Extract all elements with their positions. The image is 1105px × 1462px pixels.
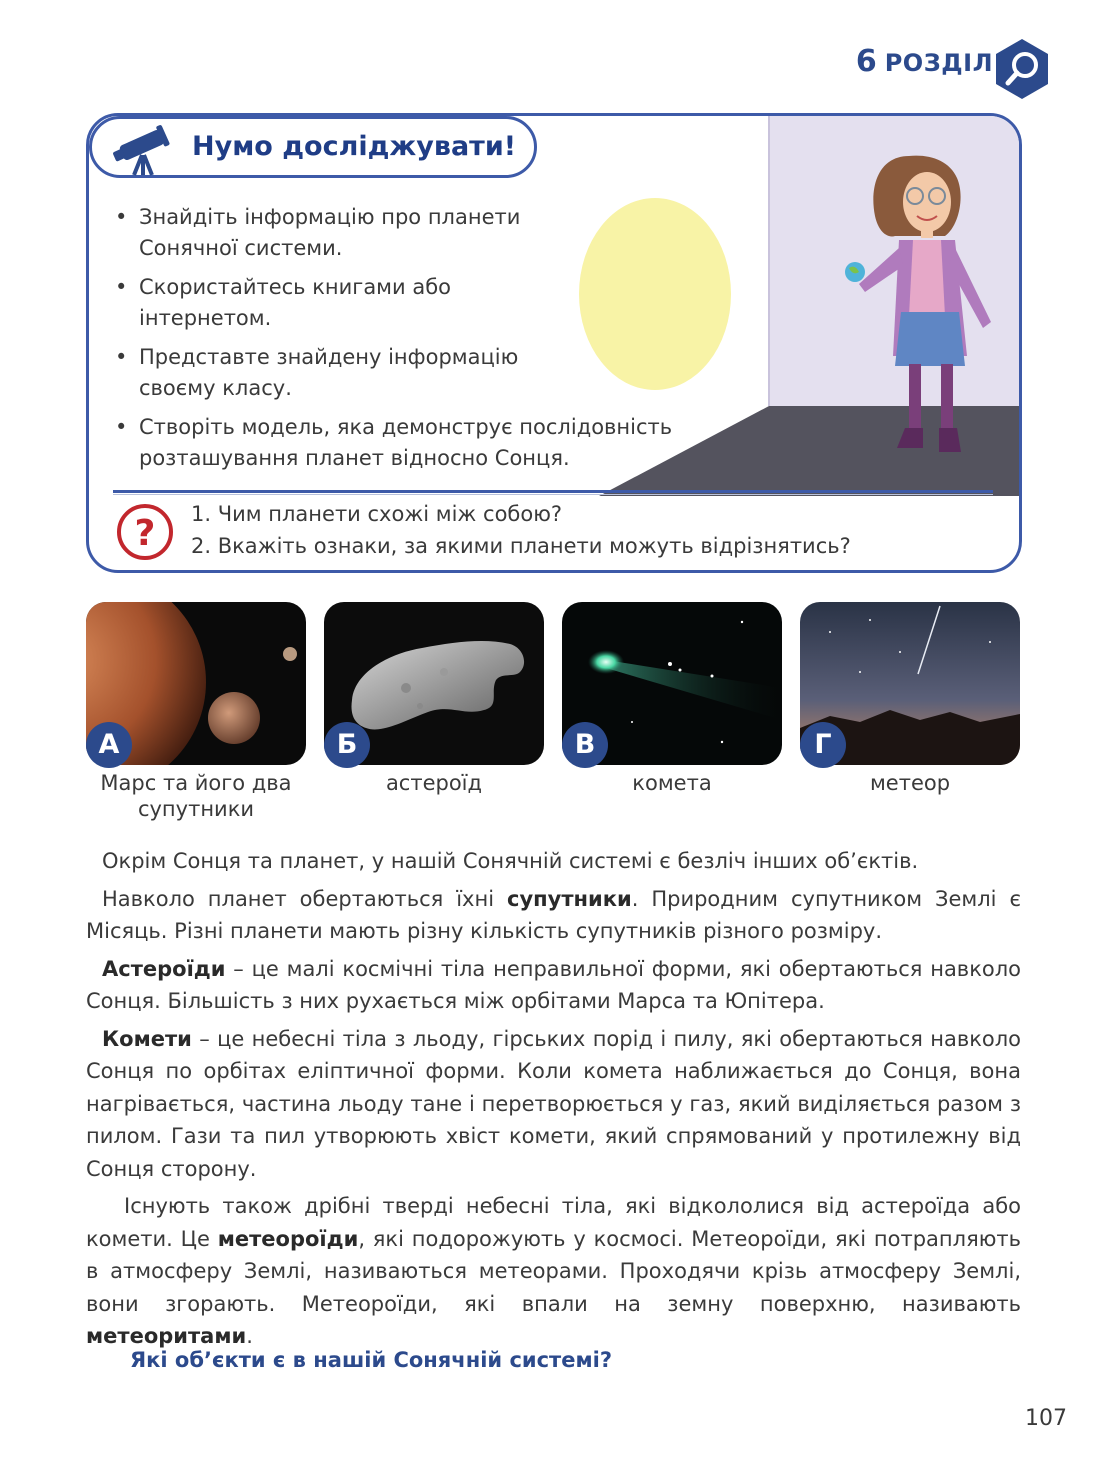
paragraph: Окрім Сонця та планет, у нашій Сонячній системі є безліч інших об’єктів.: [102, 849, 919, 873]
task-list: [113, 202, 713, 482]
question-item: 2. Вкажіть ознаки, за якими планети можуть відрізнятись?: [191, 534, 851, 558]
body-text: [86, 845, 1021, 1358]
explore-title: Нумо досліджувати!: [192, 131, 517, 162]
task-item: • Створіть модель, яка демонструє послідовність розташування планет відносно Сонця.: [113, 412, 713, 474]
photo-caption: астероїд: [385, 771, 483, 795]
letter-badge: Г: [800, 722, 846, 768]
task-item: • Знайдіть інформацію про планети Сонячної системи.: [113, 202, 713, 264]
letter-badge: А: [86, 722, 132, 768]
explore-box: [86, 113, 1022, 573]
term-asteroids: Астероїди: [102, 956, 226, 981]
paragraph: Навколо планет обертаються їхні супутники. Природним супутником Землі є Місяць. Різні планети мають різну кількість супутників різного розміру.: [86, 886, 1021, 943]
photo-row: [86, 602, 1021, 827]
paragraph: Астероїди – це малі космічні тіла неправильної форми, які обертаються навколо Сонця. Більшість з них рухається між орбітами Марса та Юпітера.: [86, 956, 1021, 1013]
question-list: [191, 498, 851, 562]
page-number: 107: [1025, 1406, 1067, 1431]
final-question: Які об’єкти є в нашій Сонячній системі?: [130, 1348, 613, 1372]
paragraph: Існують також дрібні тверді небесні тіла, які відкололися від астероїда або комети. Це метеороїди, які подорожують у космосі. Метеороїди, які потрапляють в атмосферу Землі, називаються метеорами. Проходячи крізь атмосферу Землі, вони згорають. Метеороїди, які впали на земну поверхню, називають метеоритами.: [86, 1194, 1021, 1348]
chapter-label: РОЗДІЛ: [884, 49, 993, 77]
task-item: • Представте знайдену інформацію своєму класу.: [113, 342, 713, 404]
svg-text:?: ?: [134, 513, 156, 554]
chapter-number: 6: [855, 44, 877, 79]
paragraph: Комети – це небесні тіла з льоду, гірських порід і пилу, які обертаються навколо Сонця по орбітах еліптичної форми. Коли комета наближається до Сонця, вона нагрівається, частина льоду тане і перетворюється у газ, який виділяється разом з пилом. Гази та пил утворюють хвіст комети, який спрямований у протилежну від Сонця сторону.: [86, 1026, 1021, 1181]
photo-caption: комета: [632, 771, 712, 795]
letter-badge: В: [562, 722, 608, 768]
question-item: 1. Чим планети схожі між собою?: [191, 502, 563, 526]
photo-caption: метеор: [869, 771, 951, 795]
divider: [113, 490, 993, 493]
magnifier-icon: [994, 38, 1050, 100]
term-meteoroids: метеороїди: [217, 1226, 359, 1251]
photo-caption: Марс та його два супутники: [100, 771, 292, 821]
question-mark-icon: [115, 502, 175, 562]
term-comets: Комети: [102, 1026, 192, 1051]
term-satellites: супутники: [507, 886, 632, 911]
letter-badge: Б: [324, 722, 370, 768]
divider: [113, 494, 993, 495]
telescope-icon: [108, 123, 178, 177]
task-item: • Скористайтесь книгами або інтернетом.: [113, 272, 713, 334]
explore-title-pill: [89, 116, 537, 178]
term-meteorites: метеоритами: [86, 1324, 247, 1348]
chapter-heading: [856, 44, 993, 79]
